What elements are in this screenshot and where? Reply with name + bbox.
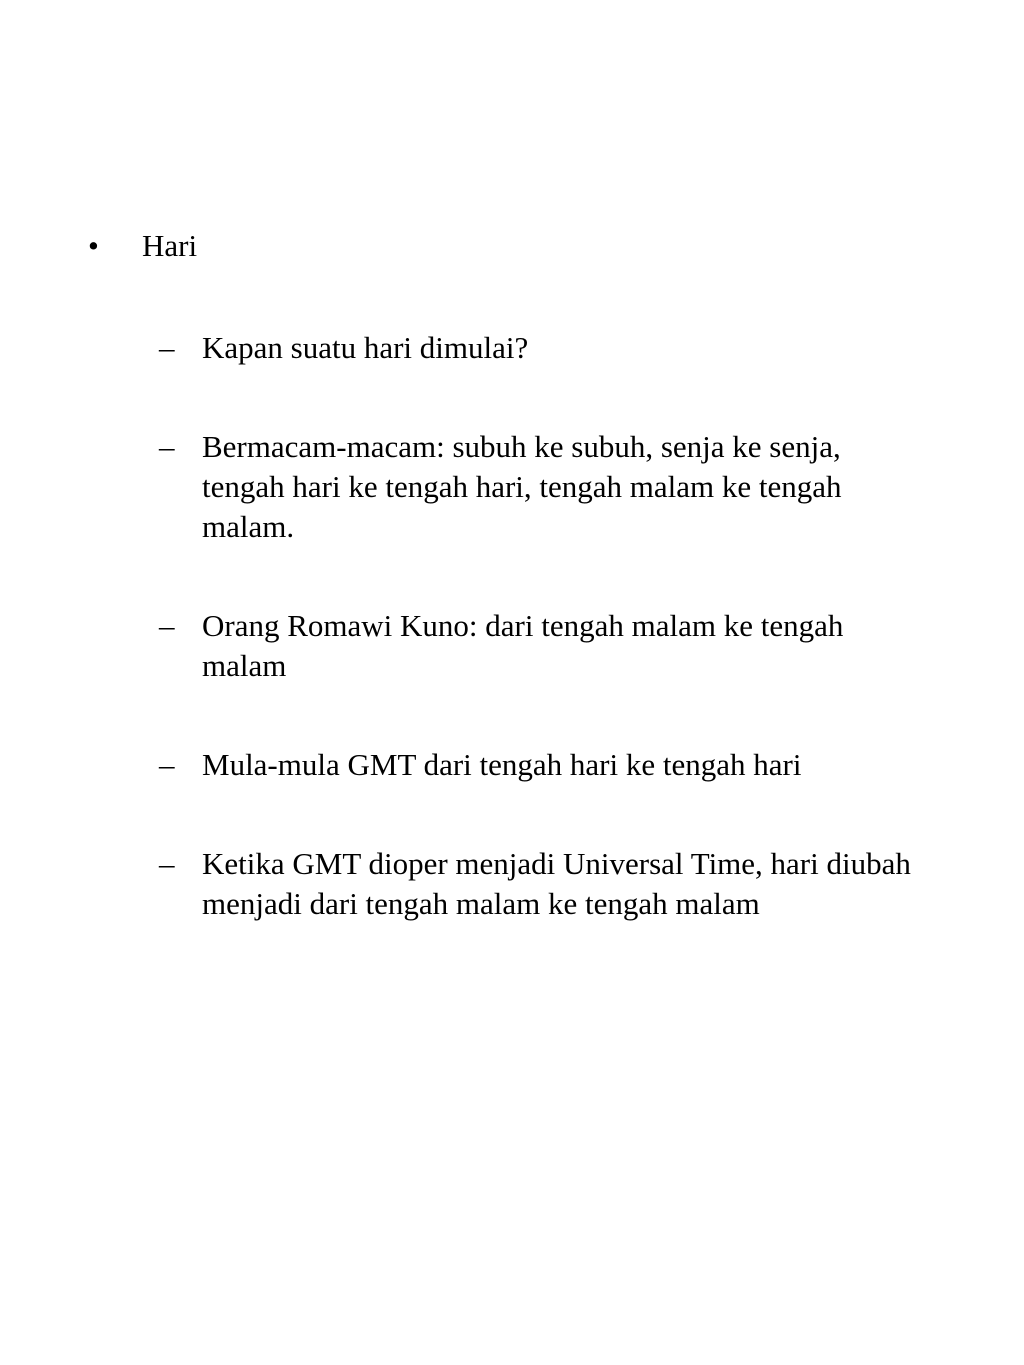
sub-bullet-list [0, 328, 1024, 983]
sub-bullet-item [0, 844, 1024, 924]
sub-bullet-text: Bermacam-macam: subuh ke subuh, senja ke senja, tengah hari ke tengah hari, tengah malam ke tengah malam. [202, 429, 842, 544]
sub-bullet-item [0, 328, 1024, 368]
sub-bullet-item [0, 606, 1024, 686]
sub-bullet-text: Orang Romawi Kuno: dari tengah malam ke tengah malam [202, 608, 844, 683]
sub-bullet-item [0, 427, 1024, 547]
main-bullet-text: Hari [142, 228, 198, 263]
dash-icon: – [159, 330, 175, 365]
dash-icon: – [159, 747, 175, 782]
sub-bullet-text: Kapan suatu hari dimulai? [202, 330, 529, 365]
sub-bullet-item [0, 745, 1024, 785]
dash-icon: – [159, 429, 175, 464]
sub-bullet-text: Ketika GMT dioper menjadi Universal Time, hari diubah menjadi dari tengah malam ke tengah malam [202, 846, 911, 921]
dash-icon: – [159, 608, 175, 643]
sub-bullet-text: Mula-mula GMT dari tengah hari ke tengah hari [202, 747, 802, 782]
dash-icon: – [159, 846, 175, 881]
bullet-icon: • [88, 228, 99, 263]
